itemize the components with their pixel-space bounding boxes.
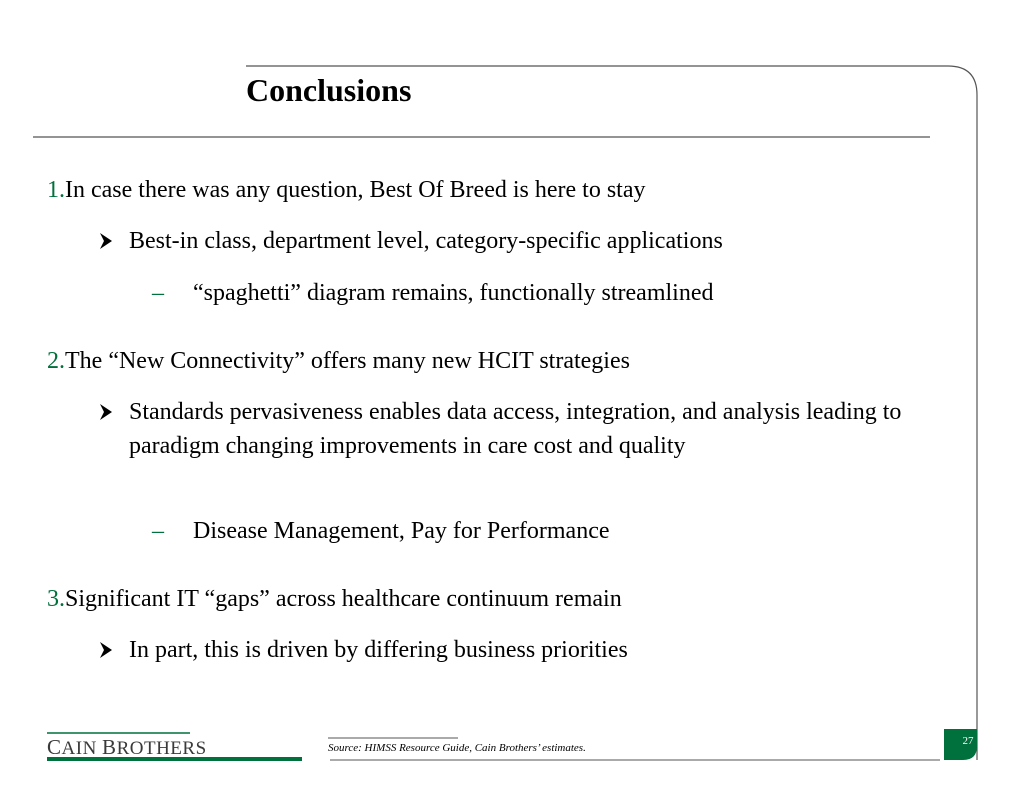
source-note: Source: HIMSS Resource Guide, Cain Brothers’ estimates. (328, 742, 586, 754)
dash-bullet: – (152, 280, 164, 306)
item-number: 3. (47, 586, 65, 612)
arrow-bullet-icon (96, 633, 118, 667)
cain-brothers-logo (47, 732, 302, 764)
list-item-1 (47, 173, 646, 207)
item-text: Significant IT “gaps” across healthcare continuum remain (65, 586, 622, 612)
slide-title: Conclusions (246, 72, 412, 108)
sub-item-3-1 (96, 633, 916, 667)
sub-sub-item-2-1-1 (152, 514, 610, 548)
arrow-bullet-icon (96, 224, 118, 258)
item-number: 1. (47, 177, 65, 203)
dash-bullet: – (152, 518, 164, 544)
sub-sub-item-text: Disease Management, Pay for Performance (193, 518, 610, 544)
sub-item-text: In part, this is driven by differing business priorities (129, 637, 628, 663)
item-text: The “New Connectivity” offers many new HCIT strategies (65, 348, 630, 374)
list-item-3 (47, 582, 622, 616)
sub-item-text: Standards pervasiveness enables data access, integration, and analysis leading to paradigm changing improvements in care cost and quality (129, 399, 902, 459)
sub-item-2-1 (96, 395, 916, 463)
sub-sub-item-1-1-1 (152, 276, 714, 310)
sub-item-1-1 (96, 224, 916, 258)
sub-item-text: Best-in class, department level, category-specific applications (129, 228, 723, 254)
logo-wordmark: CAIN BROTHERS (47, 735, 207, 759)
arrow-bullet-icon (96, 395, 118, 429)
item-text: In case there was any question, Best Of Breed is here to stay (65, 177, 646, 203)
page-number: 27 (962, 735, 974, 747)
sub-sub-item-text: “spaghetti” diagram remains, functionally streamlined (193, 280, 714, 306)
list-item-2 (47, 344, 630, 378)
item-number: 2. (47, 348, 65, 374)
